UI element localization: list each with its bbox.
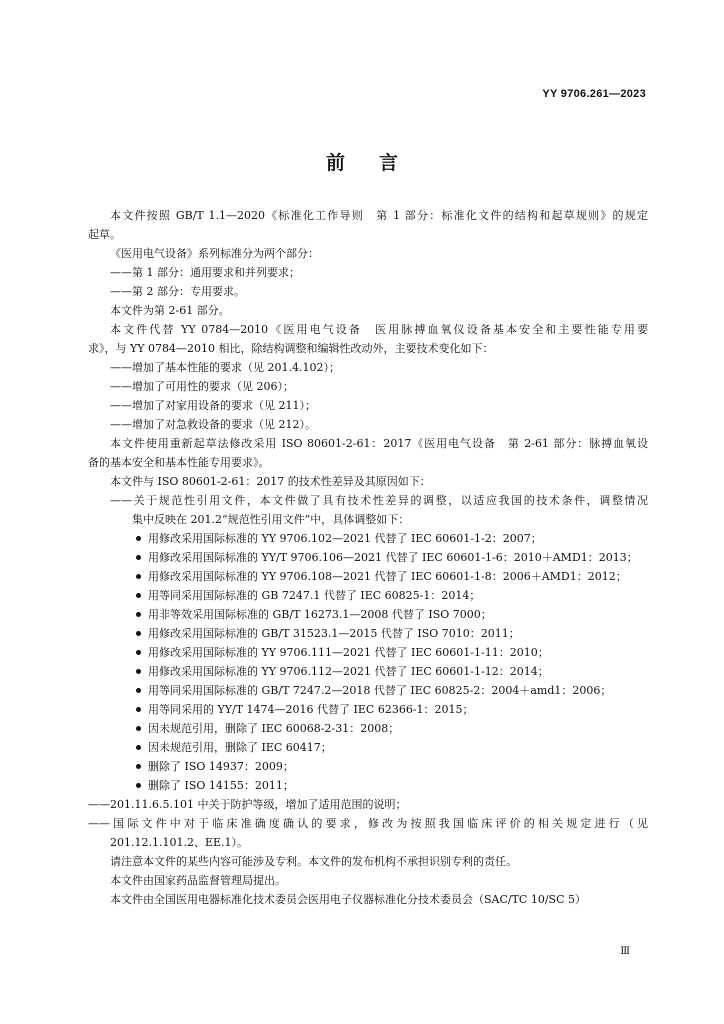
list-item: 用修改采用国际标准的 YY 9706.108—2021 代替了 IEC 60601-1-8：2006＋AMD1：2012； <box>88 567 648 586</box>
paragraph-replaces: 本文件代替 YY 0784—2010《医用电气设备 医用脉搏血氧仪设备基本安全和主要性能专用要 <box>110 323 648 336</box>
bullet-icon <box>136 688 141 693</box>
paragraph-technical-committee: 本文件由全国医用电器标准化技术委员会医用电子仪器标准化分技术委员会（SAC/TC 10/SC 5） <box>110 893 586 906</box>
list-item: 用修改采用国际标准的 YY 9706.111—2021 代替了 IEC 60601-1-11：2010； <box>88 643 648 662</box>
list-item: 因未规范引用，删除了 IEC 60068-2-31：2008； <box>88 719 648 738</box>
bullet-icon <box>136 783 141 788</box>
list-item: 用等同采用国际标准的 GB 7247.1 代替了 IEC 60825-1：2014； <box>88 586 648 605</box>
bullet-icon <box>136 650 141 655</box>
paragraph-drafting-rules-cont: 起草。 <box>88 228 121 241</box>
bullet-icon <box>136 612 141 617</box>
reference-adjustment-list <box>88 529 648 795</box>
foreword-body <box>88 206 648 909</box>
paragraph-differences: 本文件与 ISO 80601-2-61：2017 的技术性差异及其原因如下： <box>110 475 431 488</box>
list-item-change-1: ——增加了基本性能的要求（见 201.4.102）； <box>110 361 340 374</box>
bullet-icon <box>136 593 141 598</box>
bullet-icon <box>136 707 141 712</box>
paragraph-adoption-cont: 备的基本安全和基本性能专用要求》。 <box>88 456 270 469</box>
list-item-clinical-accuracy-cont: 201.12.1.101.2、EE.1）。 <box>110 836 249 849</box>
paragraph-series-parts: 《医用电气设备》系列标准分为两个部分： <box>110 247 319 260</box>
paragraph-patent-notice: 请注意本文件的某些内容可能涉及专利。本文件的发布机构不承担识别专利的责任。 <box>110 855 517 868</box>
list-item-normative-refs: ——关于规范性引用文件，本文件做了具有技术性差异的调整，以适应我国的技术条件，调整情况 <box>110 494 648 507</box>
list-item-change-3: ——增加了对家用设备的要求（见 211）； <box>110 399 316 412</box>
standard-number: YY 9706.261—2023 <box>542 88 646 100</box>
bullet-icon <box>136 631 141 636</box>
list-item-protection-class: ——201.11.6.5.101 中关于防护等级，增加了适用范围的说明； <box>88 798 407 811</box>
list-item-part-2: ——第 2 部分：专用要求。 <box>110 285 245 298</box>
bullet-icon <box>136 574 141 579</box>
list-item-part-1: ——第 1 部分：通用要求和并列要求； <box>110 266 300 279</box>
list-item: 删除了 ISO 14155：2011； <box>88 776 648 795</box>
bullet-icon <box>136 555 141 560</box>
list-item-clinical-accuracy: ——国际文件中对于临床准确度确认的要求，修改为按照我国临床评价的相关规定进行（见 <box>88 817 648 830</box>
list-item: 用等同采用的 YY/T 1474—2016 代替了 IEC 62366-1：2015； <box>88 700 648 719</box>
list-item: 用等同采用国际标准的 GB/T 7247.2—2018 代替了 IEC 60825-2：2004＋amd1：2006； <box>88 681 648 700</box>
paragraph-replaces-cont: 求》，与 YY 0784—2010 相比，除结构调整和编辑性改动外，主要技术变化如下： <box>88 342 494 355</box>
list-item-change-4: ——增加了对急救设备的要求（见 212）。 <box>110 418 316 431</box>
list-item-change-2: ——增加了可用性的要求（见 206）； <box>110 380 294 393</box>
list-item: 删除了 ISO 14937：2009； <box>88 757 648 776</box>
list-item: 用修改采用国际标准的 GB/T 31523.1—2015 代替了 ISO 7010：2011； <box>88 624 648 643</box>
bullet-icon <box>136 669 141 674</box>
bullet-icon <box>136 745 141 750</box>
paragraph-adoption: 本文件使用重新起草法修改采用 ISO 80601-2-61：2017《医用电气设备 第 2-61 部分：脉搏血氧设 <box>110 437 648 450</box>
list-item: 用修改采用国际标准的 YY/T 9706.106—2021 代替了 IEC 60601-1-6：2010＋AMD1：2013； <box>88 548 648 567</box>
list-item: 用修改采用国际标准的 YY 9706.112—2021 代替了 IEC 60601-1-12：2014； <box>88 662 648 681</box>
paragraph-this-part: 本文件为第 2-61 部分。 <box>110 304 230 317</box>
paragraph-drafting-rules: 本文件按照 GB/T 1.1—2020《标准化工作导则 第 1 部分：标准化文件的结构和起草规则》的规定 <box>110 209 648 222</box>
list-item: 用非等效采用国际标准的 GB/T 16273.1—2008 代替了 ISO 7000； <box>88 605 648 624</box>
bullet-icon <box>136 536 141 541</box>
paragraph-proposed-by: 本文件由国家药品监督管理局提出。 <box>110 874 286 887</box>
page-title: 前言 <box>325 152 432 174</box>
bullet-icon <box>136 764 141 769</box>
list-item: 用修改采用国际标准的 YY 9706.102—2021 代替了 IEC 60601-1-2：2007； <box>88 529 648 548</box>
list-item: 因未规范引用，删除了 IEC 60417； <box>88 738 648 757</box>
bullet-icon <box>136 726 141 731</box>
page-number: Ⅲ <box>620 946 630 957</box>
list-item-normative-refs-cont: 集中反映在 201.2“规范性引用文件”中，具体调整如下： <box>132 513 410 526</box>
